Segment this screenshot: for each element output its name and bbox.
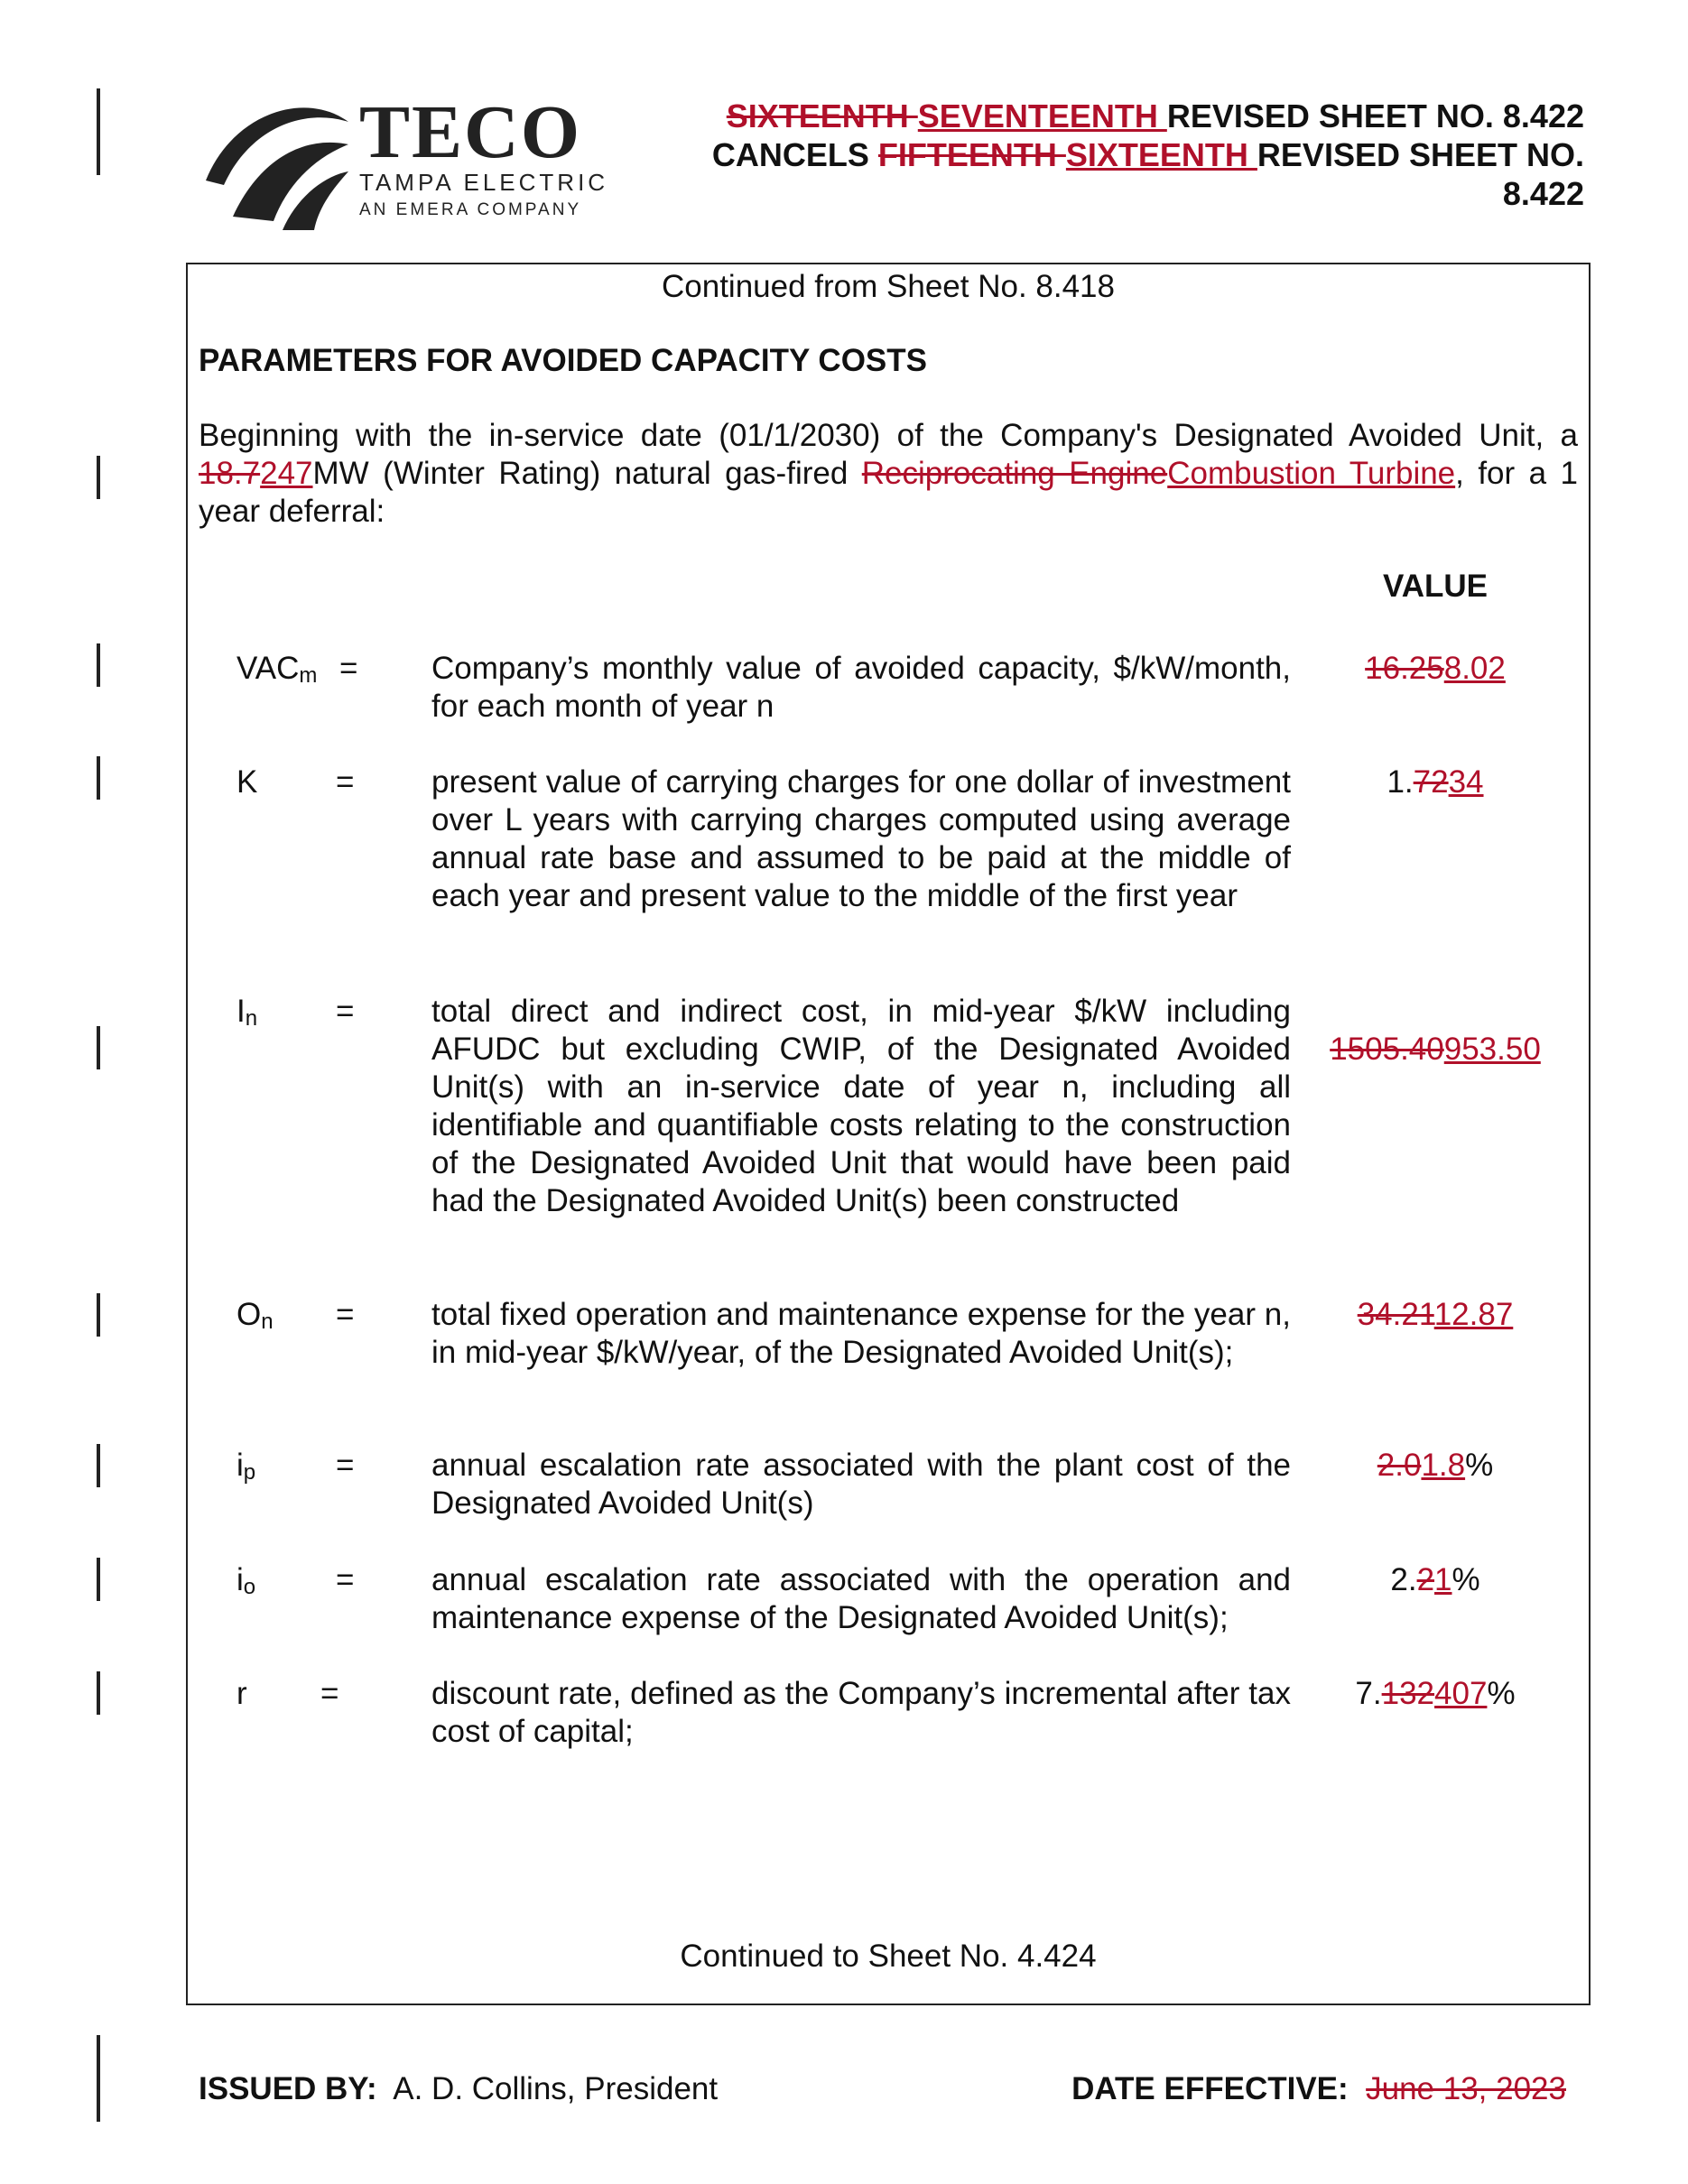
symbol-text: K: [237, 764, 258, 800]
issued-by-label: ISSUED BY:: [199, 2071, 377, 2106]
equals-sign: =: [336, 994, 355, 1029]
issued-by-value: A. D. Collins, President: [393, 2071, 719, 2106]
deleted-text: SIXTEENTH: [726, 97, 918, 134]
continued-from: Continued from Sheet No. 8.418: [662, 269, 1115, 304]
value-text: 1.: [1387, 764, 1414, 800]
deleted-value: 132: [1381, 1676, 1435, 1711]
logo-wordmark: TECO: [359, 90, 582, 174]
deleted-date: June 13, 2023: [1366, 2071, 1566, 2106]
inserted-value: 34: [1448, 764, 1484, 800]
param-value: [1300, 1561, 1571, 1599]
change-bar: [97, 1026, 100, 1069]
param-description: discount rate, defined as the Company’s incremental after tax cost of capital;: [431, 1676, 1291, 1749]
inserted-value: 953.50: [1443, 1032, 1541, 1067]
inserted-text: SEVENTEENTH: [917, 97, 1167, 134]
deleted-value: 34.21: [1357, 1297, 1434, 1332]
deleted-value: 2: [1416, 1562, 1435, 1597]
date-effective-label: DATE EFFECTIVE:: [1071, 2071, 1349, 2106]
deleted-value: 2.0: [1377, 1448, 1422, 1483]
symbol-text: O: [237, 1297, 262, 1332]
cancels-line: [712, 135, 1584, 174]
deleted-value: 1505.40: [1330, 1032, 1444, 1067]
change-bar: [97, 1444, 100, 1487]
continued-to: Continued to Sheet No. 4.424: [680, 1939, 1097, 1974]
param-description: Company’s monthly value of avoided capacity, $/kW/month, for each month of year n: [431, 651, 1291, 724]
sheet-number-line: [712, 97, 1584, 135]
symbol-text: i: [237, 1562, 244, 1597]
inserted-text: 247: [260, 456, 313, 491]
param-value: [1300, 1675, 1571, 1713]
param-value: [1286, 1031, 1584, 1069]
symbol-subscript: n: [245, 1006, 258, 1031]
inserted-value: 8.02: [1443, 651, 1506, 686]
value-suffix: %: [1465, 1448, 1494, 1483]
equals-sign: =: [339, 651, 358, 686]
param-symbol: [237, 763, 257, 809]
value-column-header: VALUE: [1382, 569, 1489, 604]
param-symbol: [237, 1296, 274, 1341]
intro-text: MW (Winter Rating) natural gas-fired: [312, 456, 862, 491]
section-title: PARAMETERS FOR AVOIDED CAPACITY COSTS: [199, 343, 927, 378]
change-bar: [97, 1293, 100, 1337]
inserted-value: 12.87: [1433, 1297, 1514, 1332]
symbol-subscript: m: [299, 663, 318, 688]
symbol-text: i: [237, 1448, 244, 1483]
sheet-header: [712, 97, 1584, 213]
symbol-text: VAC: [237, 651, 300, 686]
change-bar: [97, 756, 100, 800]
change-bar: [97, 456, 100, 499]
param-symbol: [237, 650, 317, 695]
param-symbol: [237, 1561, 255, 1606]
inserted-text: Combustion Turbine: [1167, 456, 1456, 491]
param-symbol: [237, 1447, 255, 1492]
change-bar: [97, 1558, 100, 1601]
inserted-value: 407: [1434, 1676, 1488, 1711]
equals-sign: =: [320, 1676, 339, 1711]
deleted-value: 72: [1413, 764, 1449, 800]
param-description: total fixed operation and maintenance expense for the year n, in mid-year $/kW/year, of the Designated Avoided Unit(s);: [431, 1297, 1291, 1370]
param-description: present value of carrying charges for one dollar of investment over L years with carrying charges computed using average annual rate base and assumed to be paid at the middle of each year and present value to the middle of the first year: [431, 764, 1291, 913]
deleted-text: Reciprocating Engine: [861, 456, 1168, 491]
inserted-value: 1.8: [1421, 1448, 1466, 1483]
cancels-label: CANCELS: [711, 136, 878, 173]
date-effective: [1071, 2071, 1566, 2107]
change-bar: [97, 1671, 100, 1715]
symbol-subscript: p: [243, 1460, 256, 1485]
change-bar: [97, 88, 100, 175]
param-description: annual escalation rate associated with the plant cost of the Designated Avoided Unit(s): [431, 1448, 1291, 1521]
equals-sign: =: [336, 1297, 355, 1332]
sheet-number-text: REVISED SHEET NO. 8.422: [1166, 97, 1584, 134]
param-description: annual escalation rate associated with the operation and maintenance expense of the Designated Avoided Unit(s);: [431, 1562, 1291, 1635]
symbol-text: r: [237, 1676, 247, 1711]
cancels-text: REVISED SHEET NO.: [1257, 136, 1584, 173]
symbol-text: I: [237, 994, 246, 1029]
cancels-sheet-number: 8.422: [1502, 175, 1584, 212]
param-description: total direct and indirect cost, in mid-year $/kW including AFUDC but excluding CWIP, of the Designated Avoided Unit(s) with an in-service date of year n, including all identifiable and quantifiable costs relating to the construction of the Designated Avoided Unit that would have been paid had the Designated Avoided Unit(s) been constructed: [431, 994, 1291, 1218]
value-suffix: %: [1451, 1562, 1480, 1597]
change-bar: [97, 643, 100, 687]
symbol-subscript: n: [261, 1309, 274, 1334]
teco-swoosh-icon: [197, 95, 350, 230]
equals-sign: =: [336, 1562, 355, 1597]
deleted-text: 18.7: [199, 456, 261, 491]
param-value: [1300, 1296, 1571, 1334]
param-value: [1300, 650, 1571, 688]
intro-paragraph: [199, 417, 1578, 531]
value-text: 7.: [1355, 1676, 1382, 1711]
intro-text: Beginning with the in-service date (01/1/2030) of the Company's Designated Avoided Unit, a: [199, 418, 1578, 453]
value-text: 2.: [1390, 1562, 1417, 1597]
param-value: [1300, 763, 1571, 801]
inserted-value: 1: [1434, 1562, 1452, 1597]
equals-sign: =: [336, 1448, 355, 1483]
logo-tagline: TAMPA ELECTRIC: [359, 169, 609, 196]
deleted-value: 16.25: [1365, 651, 1444, 686]
inserted-text: SIXTEENTH: [1065, 136, 1257, 173]
symbol-subscript: o: [243, 1575, 256, 1599]
deleted-text: FIFTEENTH: [877, 136, 1066, 173]
change-bar: [97, 2035, 100, 2122]
param-symbol: [237, 1675, 247, 1720]
teco-logo: [197, 90, 666, 230]
logo-subtagline: AN EMERA COMPANY: [359, 200, 582, 219]
intro-text: , for a 1 year deferral:: [199, 456, 1578, 529]
value-suffix: %: [1487, 1676, 1516, 1711]
param-symbol: [237, 993, 257, 1038]
issued-by: [199, 2071, 718, 2107]
param-value: [1300, 1447, 1571, 1485]
equals-sign: =: [336, 764, 355, 800]
